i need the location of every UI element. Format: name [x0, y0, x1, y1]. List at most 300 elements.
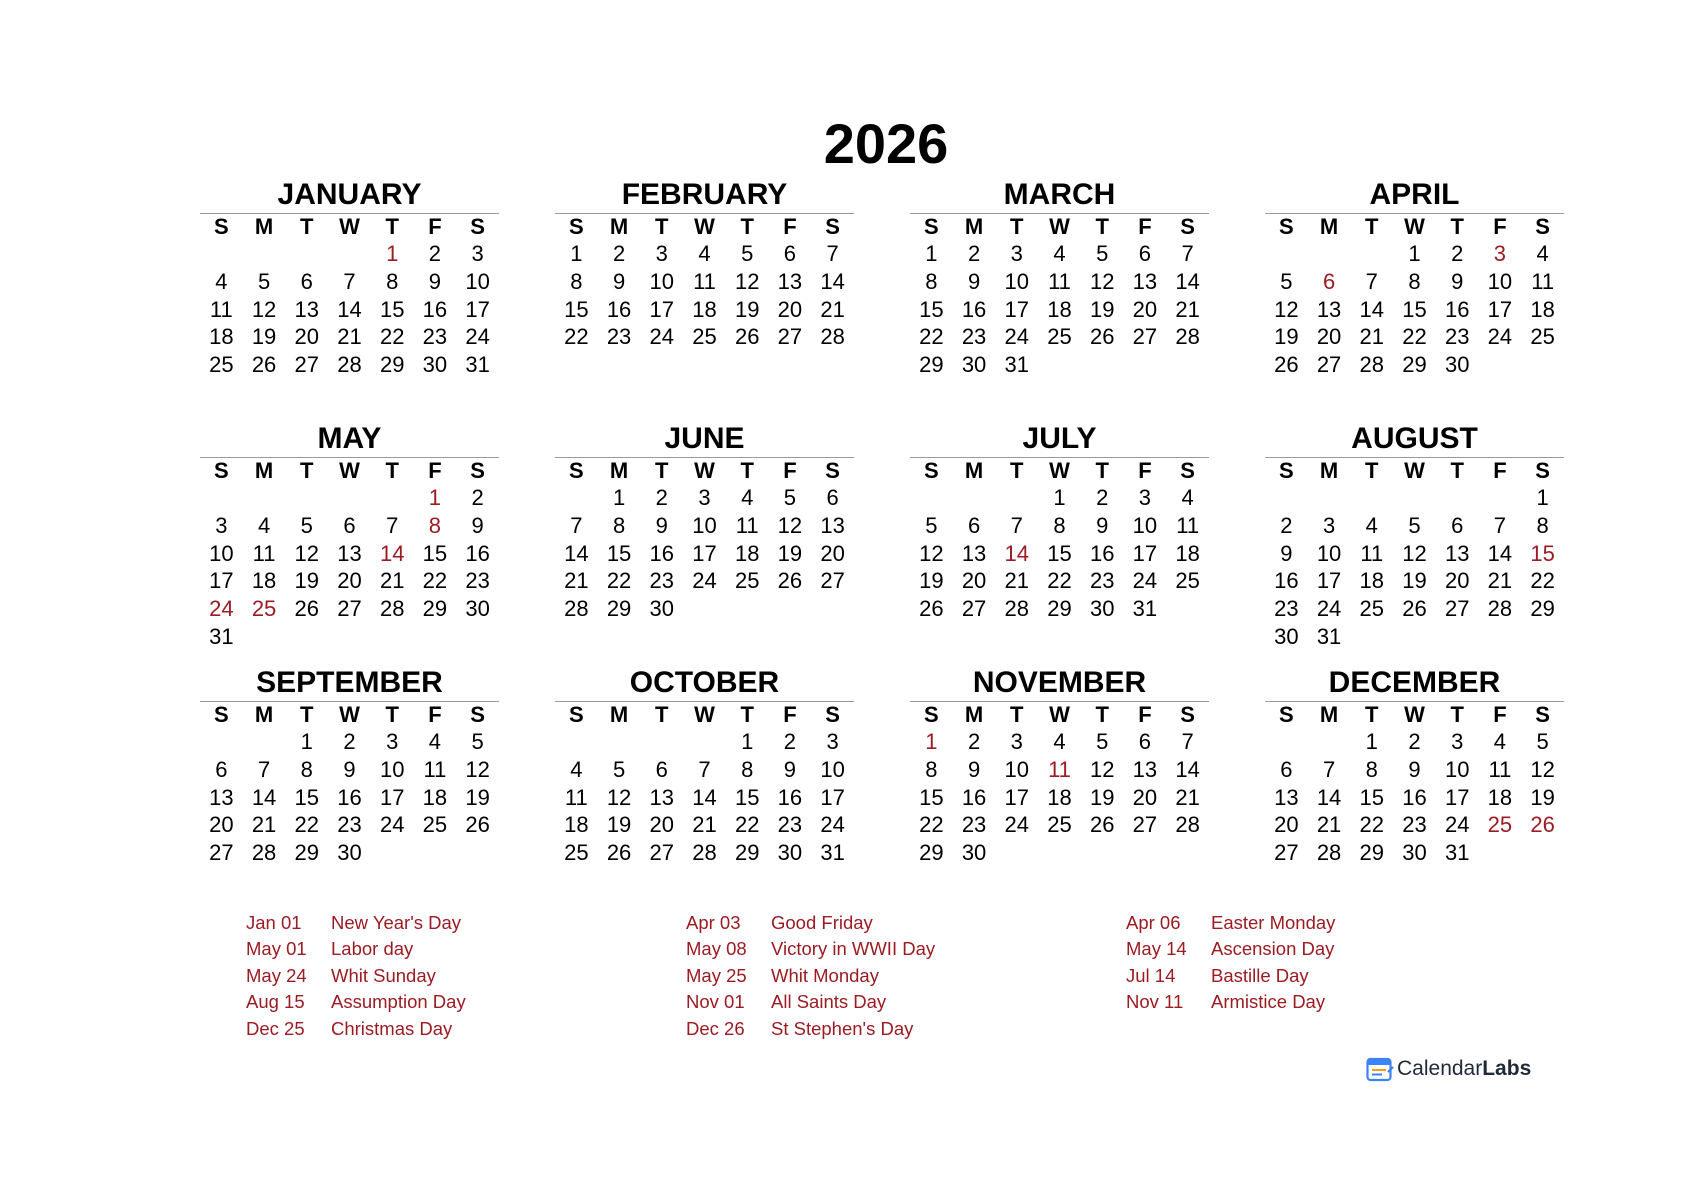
- day-cell: 19: [1089, 784, 1115, 810]
- day-cell: 23: [777, 812, 803, 838]
- day-cell: 30: [961, 840, 987, 866]
- holiday-name: Whit Sunday: [331, 964, 436, 986]
- day-cell: 11: [1488, 756, 1512, 782]
- weekday-header: T: [1095, 702, 1109, 727]
- holiday-name: New Year's Day: [331, 912, 462, 933]
- day-cell: 9: [1096, 512, 1109, 538]
- day-cell: 26: [1089, 324, 1115, 350]
- month-name: DECEMBER: [1328, 666, 1501, 699]
- empty-day-cell: [640, 728, 683, 756]
- weekday-header: T: [300, 214, 314, 239]
- day-cell: 2: [1408, 729, 1421, 754]
- day-cell: 2: [1280, 512, 1293, 538]
- day-cell: 31: [820, 840, 845, 866]
- weekday-header: S: [1279, 702, 1294, 727]
- weekday-header: T: [1095, 458, 1109, 483]
- day-cell: 5: [257, 268, 271, 294]
- day-cell: 18: [692, 296, 717, 322]
- day-cell: 27: [294, 352, 320, 378]
- day-cell: 28: [1359, 352, 1385, 378]
- day-cell: 24: [649, 324, 675, 350]
- day-cell: 1: [570, 241, 583, 266]
- day-cell: 29: [919, 352, 944, 378]
- day-cell: 26: [919, 596, 944, 622]
- day-cell: 3: [215, 512, 228, 538]
- day-cell: 16: [422, 296, 448, 322]
- month-name: JUNE: [664, 422, 745, 455]
- holiday-day-cell: 25: [1487, 812, 1513, 838]
- day-cell: 10: [209, 540, 234, 566]
- day-cell: 5: [1536, 729, 1549, 754]
- day-cell: 23: [337, 812, 362, 838]
- day-cell: 10: [1132, 512, 1158, 538]
- day-grid: [555, 484, 854, 623]
- empty-day-cell: [243, 484, 286, 512]
- weekday-header: W: [1404, 214, 1425, 239]
- day-cell: 8: [300, 756, 313, 782]
- day-cell: 2: [783, 729, 797, 754]
- day-cell: 28: [337, 352, 362, 378]
- day-cell: 16: [1089, 540, 1115, 566]
- weekday-header: M: [964, 458, 984, 483]
- day-cell: 21: [337, 324, 362, 350]
- day-cell: 26: [606, 840, 632, 866]
- day-cell: 22: [606, 568, 632, 594]
- holiday-name: St Stephen's Day: [771, 1017, 914, 1039]
- holiday-entry: [686, 963, 935, 989]
- holiday-name: Assumption Day: [331, 991, 466, 1013]
- day-cell: 25: [1047, 324, 1072, 350]
- holiday-day-cell: 15: [1530, 540, 1555, 566]
- day-cell: 17: [379, 784, 405, 810]
- holiday-name: Whit Monday: [771, 964, 879, 986]
- day-cell: 16: [961, 296, 987, 322]
- weekday-header-row: [1265, 214, 1564, 240]
- weekday-header: M: [609, 702, 629, 727]
- empty-day-cell: [200, 728, 243, 756]
- day-cell: 9: [471, 512, 484, 538]
- weekday-header: W: [339, 458, 360, 483]
- month-november: [910, 666, 1209, 910]
- day-cell: 12: [1530, 756, 1555, 782]
- day-cell: 10: [1444, 756, 1470, 782]
- holiday-column: [1126, 910, 1335, 1016]
- day-cell: 1: [741, 729, 754, 754]
- day-cell: 21: [1359, 324, 1385, 350]
- weekday-header: S: [825, 214, 840, 239]
- month-february: [555, 178, 854, 422]
- month-may: [200, 422, 499, 666]
- weekday-header: T: [1010, 458, 1024, 483]
- day-grid: [910, 484, 1209, 623]
- day-cell: 14: [820, 268, 845, 294]
- empty-day-cell: [328, 484, 371, 512]
- day-cell: 20: [1316, 324, 1342, 350]
- holiday-day-cell: 25: [251, 596, 277, 622]
- day-cell: 16: [961, 784, 987, 810]
- weekday-header: F: [783, 702, 797, 727]
- day-grid: [1265, 240, 1564, 379]
- holiday-date: Apr 06: [1126, 912, 1181, 933]
- day-cell: 15: [294, 784, 320, 810]
- day-cell: 7: [1181, 241, 1194, 266]
- day-cell: 18: [564, 812, 589, 838]
- day-cell: 11: [209, 296, 233, 322]
- day-cell: 11: [564, 784, 588, 810]
- day-cell: 20: [961, 568, 987, 594]
- day-cell: 22: [564, 324, 589, 350]
- weekday-header: T: [1450, 214, 1464, 239]
- day-cell: 16: [465, 540, 490, 566]
- day-cell: 17: [1487, 296, 1513, 322]
- day-cell: 5: [783, 485, 797, 510]
- weekday-header: M: [254, 214, 274, 239]
- empty-day-cell: [555, 728, 598, 756]
- holiday-name: Labor day: [331, 938, 414, 960]
- day-cell: 2: [655, 485, 668, 510]
- month-name: NOVEMBER: [972, 666, 1147, 699]
- holiday-entry: [246, 989, 466, 1015]
- day-cell: 7: [1010, 512, 1023, 538]
- empty-day-cell: [200, 240, 243, 268]
- day-cell: 29: [1047, 596, 1072, 622]
- day-cell: 13: [1316, 296, 1342, 322]
- day-cell: 18: [251, 568, 277, 594]
- day-cell: 3: [1322, 512, 1336, 538]
- empty-day-cell: [555, 484, 598, 512]
- day-cell: 28: [692, 840, 717, 866]
- day-cell: 6: [655, 756, 668, 782]
- empty-day-cell: [328, 240, 371, 268]
- brand-logo: [1366, 1056, 1531, 1082]
- day-cell: 9: [655, 512, 668, 538]
- empty-day-cell: [1393, 484, 1436, 512]
- day-cell: 6: [343, 512, 356, 538]
- day-cell: 14: [1359, 296, 1385, 322]
- holiday-column: [246, 910, 466, 1042]
- calendar-year-title: 2026: [823, 112, 949, 175]
- day-cell: 18: [1175, 540, 1200, 566]
- empty-day-cell: [1436, 484, 1479, 512]
- weekday-header: W: [694, 214, 715, 239]
- weekday-header: T: [655, 214, 669, 239]
- day-cell: 29: [919, 840, 944, 866]
- holiday-day-cell: 1: [386, 241, 399, 266]
- weekday-header: W: [694, 702, 715, 727]
- day-grid: [555, 728, 854, 867]
- day-grid: [910, 728, 1209, 867]
- holiday-day-cell: 14: [379, 540, 405, 566]
- day-cell: 23: [1444, 324, 1470, 350]
- weekday-header: M: [609, 214, 629, 239]
- day-cell: 28: [251, 840, 277, 866]
- day-cell: 9: [612, 268, 626, 294]
- holiday-entry: [246, 963, 466, 989]
- day-cell: 15: [564, 296, 589, 322]
- empty-day-cell: [1265, 728, 1308, 756]
- day-cell: 15: [1402, 296, 1427, 322]
- day-cell: 8: [1365, 756, 1378, 782]
- day-cell: 17: [649, 296, 675, 322]
- day-cell: 17: [692, 540, 717, 566]
- weekday-header-row: [555, 702, 854, 728]
- holiday-day-cell: 6: [1322, 268, 1336, 294]
- day-grid: [200, 484, 499, 651]
- day-cell: 16: [1444, 296, 1470, 322]
- day-grid: [1265, 728, 1564, 867]
- day-cell: 20: [1274, 812, 1299, 838]
- weekday-header: F: [1493, 214, 1507, 239]
- weekday-header: S: [1535, 214, 1550, 239]
- day-cell: 6: [300, 268, 313, 294]
- weekday-header-row: [200, 458, 499, 484]
- holiday-column: [686, 910, 935, 1042]
- day-cell: 29: [1359, 840, 1385, 866]
- weekday-header-row: [200, 214, 499, 240]
- holiday-date: Dec 26: [686, 1017, 745, 1039]
- day-cell: 23: [1274, 596, 1299, 622]
- weekday-header: S: [825, 702, 840, 727]
- holiday-date: May 25: [686, 964, 747, 986]
- day-cell: 1: [612, 485, 626, 510]
- day-cell: 6: [1451, 512, 1464, 538]
- holiday-day-cell: 1: [925, 729, 938, 754]
- day-cell: 1: [1408, 241, 1421, 266]
- day-cell: 19: [294, 568, 320, 594]
- day-cell: 22: [919, 812, 944, 838]
- weekday-header: S: [924, 702, 939, 727]
- holiday-day-cell: 1: [428, 485, 442, 510]
- day-cell: 16: [1274, 568, 1299, 594]
- weekday-header-row: [910, 214, 1209, 240]
- day-cell: 2: [967, 729, 981, 754]
- weekday-header-row: [1265, 458, 1564, 484]
- day-cell: 3: [386, 729, 399, 754]
- day-cell: 25: [209, 352, 234, 378]
- day-cell: 3: [1010, 729, 1023, 754]
- weekday-header: T: [1365, 702, 1379, 727]
- day-cell: 6: [1138, 729, 1152, 754]
- day-cell: 1: [925, 241, 938, 266]
- month-march: [910, 178, 1209, 422]
- weekday-header: W: [694, 458, 715, 483]
- month-name: JANUARY: [277, 178, 422, 211]
- holiday-entry: [1126, 910, 1335, 936]
- day-cell: 4: [1365, 512, 1378, 538]
- day-cell: 17: [1444, 784, 1470, 810]
- day-grid: [555, 240, 854, 351]
- month-name: FEBRUARY: [621, 178, 788, 211]
- day-cell: 14: [564, 540, 589, 566]
- day-cell: 24: [1004, 812, 1030, 838]
- day-cell: 6: [1280, 756, 1293, 782]
- day-cell: 14: [1487, 540, 1513, 566]
- holiday-day-cell: 3: [1493, 241, 1507, 266]
- weekday-header: S: [1535, 702, 1550, 727]
- weekday-header: T: [385, 214, 399, 239]
- day-cell: 18: [422, 784, 448, 810]
- day-cell: 28: [564, 596, 589, 622]
- day-cell: 5: [1280, 268, 1293, 294]
- weekday-header: W: [1404, 458, 1425, 483]
- day-cell: 11: [1360, 540, 1384, 566]
- day-cell: 17: [465, 296, 490, 322]
- day-cell: 30: [1089, 596, 1115, 622]
- day-cell: 9: [343, 756, 356, 782]
- day-cell: 22: [919, 324, 944, 350]
- day-cell: 24: [465, 324, 490, 350]
- day-cell: 19: [777, 540, 803, 566]
- day-cell: 22: [1359, 812, 1385, 838]
- calendar-icon: [1366, 1056, 1394, 1082]
- empty-day-cell: [1265, 484, 1308, 512]
- day-cell: 22: [294, 812, 320, 838]
- day-cell: 5: [1096, 241, 1109, 266]
- day-cell: 24: [1132, 568, 1158, 594]
- weekday-header: T: [1095, 214, 1109, 239]
- day-cell: 12: [1402, 540, 1427, 566]
- day-cell: 10: [379, 756, 405, 782]
- day-cell: 22: [1530, 568, 1555, 594]
- day-cell: 16: [649, 540, 675, 566]
- weekday-header: S: [214, 702, 229, 727]
- day-cell: 5: [741, 241, 754, 266]
- month-name: SEPTEMBER: [256, 666, 443, 699]
- day-grid: [1265, 484, 1564, 651]
- holiday-entry: [246, 1016, 466, 1042]
- day-cell: 23: [1402, 812, 1427, 838]
- day-cell: 18: [1359, 568, 1385, 594]
- holiday-date: May 24: [246, 964, 307, 986]
- empty-day-cell: [1265, 240, 1308, 268]
- weekday-header: F: [1493, 458, 1507, 483]
- day-cell: 26: [294, 596, 320, 622]
- month-december: [1265, 666, 1564, 910]
- day-cell: 26: [251, 352, 277, 378]
- day-cell: 24: [379, 812, 405, 838]
- day-cell: 7: [1322, 756, 1336, 782]
- empty-day-cell: [995, 484, 1038, 512]
- weekday-header: S: [214, 214, 229, 239]
- day-cell: 6: [215, 756, 228, 782]
- holiday-name: Good Friday: [771, 912, 873, 933]
- day-cell: 7: [386, 512, 399, 538]
- day-cell: 6: [826, 485, 839, 510]
- holiday-entry: [686, 910, 935, 936]
- day-cell: 7: [257, 756, 271, 782]
- day-cell: 5: [612, 756, 626, 782]
- day-cell: 18: [1530, 296, 1555, 322]
- day-cell: 27: [961, 596, 987, 622]
- day-cell: 23: [1089, 568, 1115, 594]
- weekday-header: S: [1180, 458, 1195, 483]
- weekday-header: W: [339, 702, 360, 727]
- months-grid: [200, 178, 1564, 910]
- day-cell: 10: [692, 512, 717, 538]
- day-cell: 27: [1316, 352, 1342, 378]
- day-cell: 23: [649, 568, 675, 594]
- day-cell: 23: [961, 812, 987, 838]
- empty-day-cell: [371, 484, 414, 512]
- day-cell: 24: [1487, 324, 1513, 350]
- holiday-name: Easter Monday: [1211, 912, 1336, 933]
- day-cell: 25: [1359, 596, 1385, 622]
- day-cell: 28: [1316, 840, 1342, 866]
- day-cell: 13: [820, 512, 845, 538]
- day-cell: 20: [1132, 296, 1158, 322]
- day-cell: 18: [1047, 784, 1072, 810]
- day-cell: 11: [1176, 512, 1200, 538]
- empty-day-cell: [1350, 240, 1393, 268]
- day-cell: 8: [925, 268, 938, 294]
- day-cell: 22: [379, 324, 405, 350]
- day-cell: 13: [777, 268, 803, 294]
- day-cell: 31: [209, 623, 234, 649]
- weekday-header: F: [428, 214, 442, 239]
- day-cell: 28: [379, 596, 405, 622]
- day-cell: 17: [1004, 296, 1030, 322]
- day-cell: 3: [471, 241, 484, 266]
- empty-day-cell: [1308, 484, 1351, 512]
- day-cell: 3: [1138, 485, 1152, 510]
- holiday-entry: [1126, 963, 1335, 989]
- day-cell: 10: [1004, 268, 1030, 294]
- day-cell: 9: [1408, 756, 1421, 782]
- day-cell: 20: [209, 812, 234, 838]
- day-cell: 19: [251, 324, 277, 350]
- holiday-entry: [1126, 936, 1335, 962]
- weekday-header: T: [655, 458, 669, 483]
- day-cell: 13: [294, 296, 320, 322]
- day-cell: 17: [820, 784, 845, 810]
- empty-day-cell: [910, 484, 953, 512]
- holiday-entry: [686, 936, 935, 962]
- day-cell: 8: [386, 268, 399, 294]
- day-cell: 27: [1444, 596, 1470, 622]
- day-cell: 24: [692, 568, 717, 594]
- weekday-header-row: [200, 702, 499, 728]
- day-cell: 4: [257, 512, 271, 538]
- weekday-header: T: [385, 458, 399, 483]
- day-cell: 20: [1132, 784, 1158, 810]
- day-cell: 4: [1493, 729, 1507, 754]
- empty-day-cell: [285, 240, 328, 268]
- day-cell: 4: [1536, 241, 1549, 266]
- weekday-header: S: [1535, 458, 1550, 483]
- day-cell: 19: [1274, 324, 1299, 350]
- day-cell: 12: [294, 540, 320, 566]
- day-cell: 10: [1487, 268, 1513, 294]
- empty-day-cell: [243, 240, 286, 268]
- day-cell: 13: [1132, 268, 1158, 294]
- day-cell: 25: [564, 840, 589, 866]
- holiday-date: Nov 01: [686, 991, 745, 1013]
- holiday-day-cell: 8: [428, 512, 442, 538]
- day-cell: 13: [649, 784, 675, 810]
- day-cell: 4: [1053, 241, 1066, 266]
- day-cell: 4: [741, 485, 754, 510]
- day-cell: 9: [1451, 268, 1464, 294]
- holiday-entry: [1126, 989, 1335, 1015]
- weekday-header: M: [964, 702, 984, 727]
- day-cell: 26: [1402, 596, 1427, 622]
- month-june: [555, 422, 854, 666]
- day-cell: 2: [967, 241, 981, 266]
- day-cell: 8: [741, 756, 754, 782]
- day-cell: 22: [734, 812, 760, 838]
- day-cell: 13: [209, 784, 234, 810]
- weekday-header: M: [1319, 702, 1339, 727]
